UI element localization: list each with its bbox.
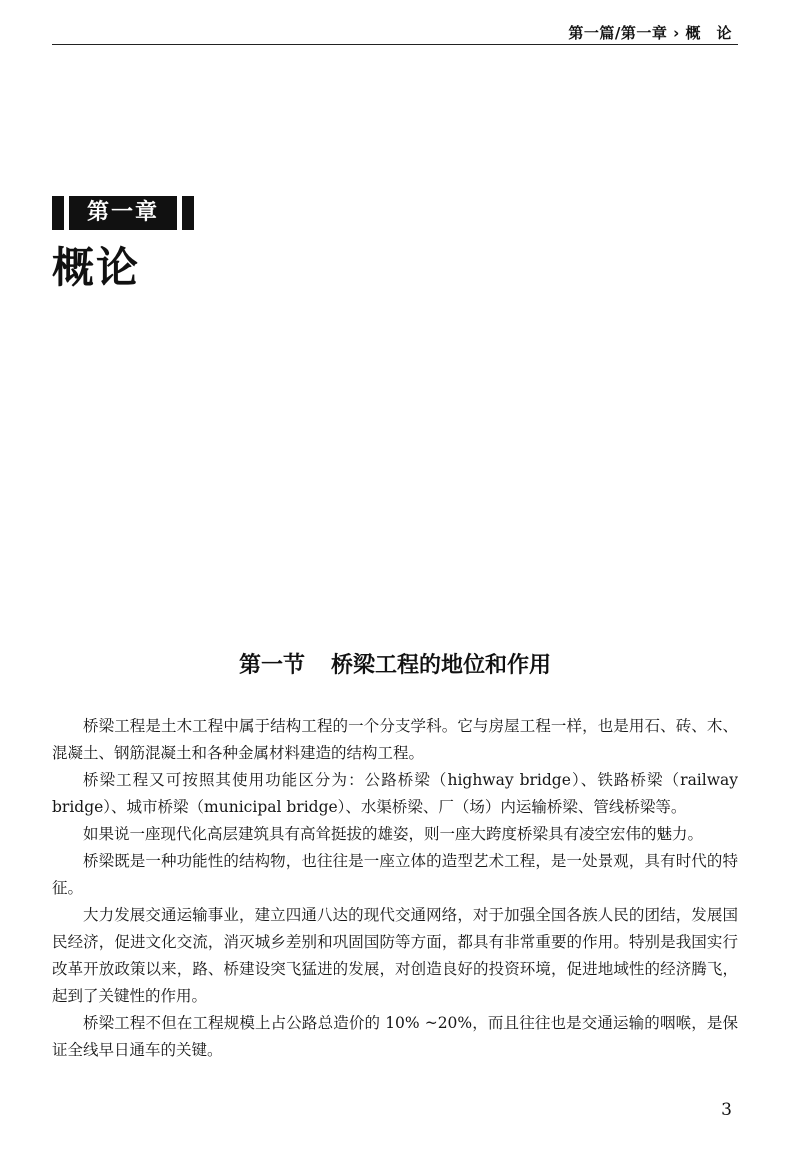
paragraph: 桥梁既是一种功能性的结构物，也往往是一座立体的造型艺术工程，是一处景观，具有时代的特征。 (52, 852, 738, 897)
paragraph: 如果说一座现代化高层建筑具有高耸挺拔的雄姿，则一座大跨度桥梁具有凌空宏伟的魅力。 (83, 825, 704, 843)
paragraph: 桥梁工程不但在工程规模上占公路总造价的 10% ~20%，而且往往也是交通运输的咽喉，是保证全线早日通车的关键。 (52, 1014, 738, 1059)
section-heading (0, 648, 790, 679)
page-number: 3 (721, 1100, 732, 1120)
paragraph: 桥梁工程是土木工程中属于结构工程的一个分支学科。它与房屋工程一样，也是用石、砖、木、混凝土、钢筋混凝土和各种金属材料建造的结构工程。 (52, 717, 738, 762)
badge-bar-right (182, 196, 194, 230)
header-rule (52, 44, 738, 45)
paragraph: 大力发展交通运输事业，建立四通八达的现代交通网络，对于加强全国各族人民的团结，发展国民经济，促进文化交流，消灭城乡差别和巩固国防等方面，都具有非常重要的作用。特别是我国实行改革开放政策以来，路、桥建设突飞猛进的发展，对创造良好的投资环境，促进地域性的经济腾飞，起到了关键性的作用。 (52, 906, 738, 1005)
badge-bar-left (52, 196, 64, 230)
chapter-badge (52, 196, 194, 230)
section-number: 第一节 (238, 652, 305, 678)
section-title: 桥梁工程的地位和作用 (331, 652, 552, 678)
body-text (52, 713, 738, 1064)
running-header: 第一篇/第一章 › 概 论 (568, 24, 732, 42)
chapter-badge-label: 第一章 (69, 196, 177, 230)
paragraph: 桥梁工程又可按照其使用功能区分为：公路桥梁（highway bridge）、铁路桥梁（railway bridge）、城市桥梁（municipal bridge）、水渠桥梁、厂（场）内运输桥梁、管线桥梁等。 (52, 771, 738, 816)
chapter-title: 概论 (52, 243, 141, 292)
